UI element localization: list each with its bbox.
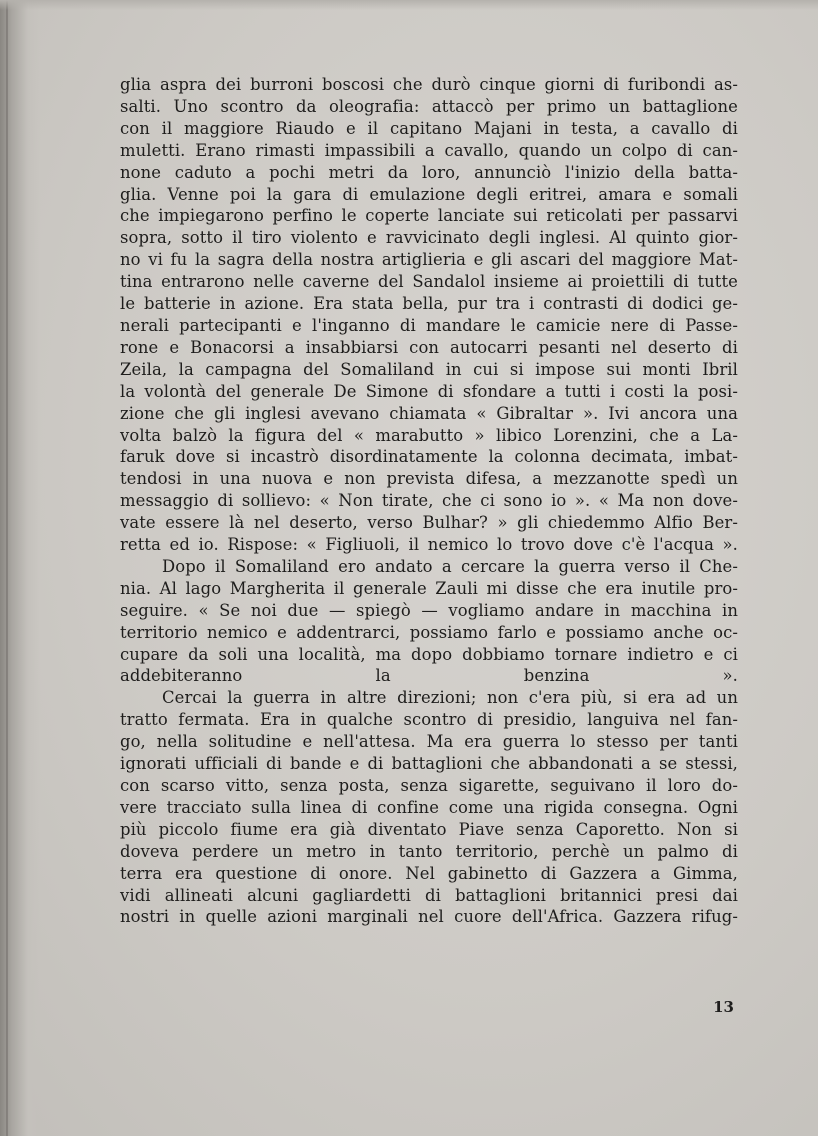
- text-line: faruk dove si incastrò disordinatamente la colonna decimata, imbat-: [120, 447, 738, 467]
- text-line: ignorati ufficiali di bande e di battaglioni che abbandonati a se stessi,: [120, 754, 738, 774]
- paragraph-start-line: Cercai la guerra in altre direzioni; non c'era più, si era ad un: [162, 688, 738, 708]
- text-line: sopra, sotto il tiro violento e ravvicinato degli inglesi. Al quinto gior-: [120, 228, 738, 248]
- binding-edge-line: [6, 0, 8, 1136]
- text-line: salti. Uno scontro da oleografia: attaccò per primo un battaglione: [120, 96, 738, 116]
- text-line: vere tracciato sulla linea di confine come una rigida consegna. Ogni: [120, 797, 738, 817]
- paragraph-start-line: Dopo il Somaliland ero andato a cercare la guerra verso il Che-: [162, 556, 738, 576]
- body-text: [120, 74, 738, 928]
- text-line: con il maggiore Riaudo e il capitano Majani in testa, a cavallo di: [120, 118, 738, 138]
- text-line: tratto fermata. Era in qualche scontro di presidio, languiva nel fan-: [120, 710, 738, 730]
- text-line: la volontà del generale De Simone di sfondare a tutti i costi la posi-: [120, 381, 738, 401]
- paragraph-end-line: addebiteranno la benzina ».: [120, 666, 738, 686]
- text-line: le batterie in azione. Era stata bella, pur tra i contrasti di dodici ge-: [120, 294, 738, 314]
- text-line: rone e Bonacorsi a insabbiarsi con autocarri pesanti nel deserto di: [120, 337, 738, 357]
- binding-shadow: [0, 0, 40, 1136]
- text-line: che impiegarono perfino le coperte lanciate sui reticolati per passarvi: [120, 206, 738, 226]
- text-line: più piccolo fiume era già diventato Piave senza Caporetto. Non si: [120, 819, 738, 839]
- text-line: glia aspra dei burroni boscosi che durò cinque giorni di furibondi as-: [120, 75, 738, 94]
- text-line: nostri in quelle azioni marginali nel cuore dell'Africa. Gazzera rifug-: [120, 907, 738, 927]
- paragraph-end-line: retta ed io. Rispose: « Figliuoli, il nemico lo trovo dove c'è l'acqua ».: [120, 535, 738, 555]
- text-line: vate essere là nel deserto, verso Bulhar? » gli chiedemmo Alfio Ber-: [120, 513, 738, 533]
- page-number: 13: [713, 998, 734, 1016]
- page-top-edge: [0, 0, 818, 10]
- text-line: territorio nemico e addentrarci, possiamo farlo e possiamo anche oc-: [120, 622, 738, 642]
- text-line: muletti. Erano rimasti impassibili a cavallo, quando un colpo di can-: [120, 140, 738, 160]
- text-line: zione che gli inglesi avevano chiamata « Gibraltar ». Ivi ancora una: [120, 403, 738, 423]
- text-line: go, nella solitudine e nell'attesa. Ma era guerra lo stesso per tanti: [120, 732, 738, 752]
- text-line: Zeila, la campagna del Somaliland in cui si impose sui monti Ibril: [120, 359, 738, 379]
- text-line: no vi fu la sagra della nostra artiglieria e gli ascari del maggiore Mat-: [120, 250, 738, 270]
- text-line: tendosi in una nuova e non prevista difesa, a mezzanotte spedì un: [120, 469, 738, 489]
- text-line: nerali partecipanti e l'inganno di mandare le camicie nere di Passe-: [120, 315, 738, 335]
- text-line: cupare da soli una località, ma dopo dobbiamo tornare indietro e ci: [120, 644, 738, 664]
- text-line: terra era questione di onore. Nel gabinetto di Gazzera a Gimma,: [120, 863, 738, 883]
- text-line: nia. Al lago Margherita il generale Zauli mi disse che era inutile pro-: [120, 578, 738, 598]
- text-line: none caduto a pochi metri da loro, annunciò l'inizio della batta-: [120, 162, 738, 182]
- text-line: vidi allineati alcuni gagliardetti di battaglioni britannici presi dai: [120, 885, 738, 905]
- text-line: glia. Venne poi la gara di emulazione degli eritrei, amara e somali: [120, 184, 738, 204]
- text-line: volta balzò la figura del « marabutto » libico Lorenzini, che a La-: [120, 425, 738, 445]
- text-line: messaggio di sollievo: « Non tirate, che ci sono io ». « Ma non dove-: [120, 491, 738, 511]
- text-line: con scarso vitto, senza posta, senza sigarette, seguivano il loro do-: [120, 776, 738, 795]
- text-line: seguire. « Se noi due — spiegò — vogliamo andare in macchina in: [120, 600, 738, 620]
- text-line: doveva perdere un metro in tanto territorio, perchè un palmo di: [120, 841, 738, 861]
- text-line: tina entrarono nelle caverne del Sandalol insieme ai proiettili di tutte: [120, 272, 738, 292]
